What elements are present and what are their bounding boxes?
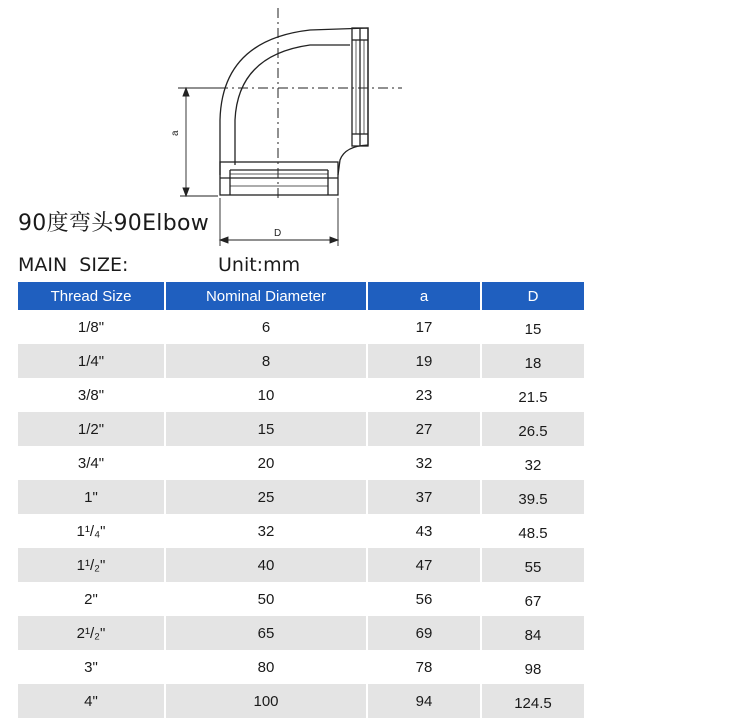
table-row: [18, 310, 584, 344]
table-row: [18, 480, 584, 514]
cell-d: 98: [481, 650, 584, 684]
cell-d: 15: [481, 310, 584, 344]
cell-d: 26.5: [481, 412, 584, 446]
cell-thread-size: 1/2": [18, 412, 165, 446]
main-size-label: MAIN SIZE:: [18, 254, 129, 276]
cell-nominal-diameter: 65: [165, 616, 367, 650]
cell-thread-size: 1¹/₄": [18, 514, 165, 548]
table-row: [18, 582, 584, 616]
spec-table: [18, 282, 584, 718]
table-row: [18, 378, 584, 412]
product-caption: 90度弯头90Elbow: [18, 211, 210, 236]
cell-a: 78: [367, 650, 481, 684]
cell-nominal-diameter: 15: [165, 412, 367, 446]
cell-nominal-diameter: 25: [165, 480, 367, 514]
unit-label: Unit:mm: [218, 254, 301, 276]
header-nominal-diameter: Nominal Diameter: [165, 282, 367, 310]
cell-d: 18: [481, 344, 584, 378]
header-d: D: [481, 282, 584, 310]
cell-thread-size: 1/4": [18, 344, 165, 378]
cell-nominal-diameter: 80: [165, 650, 367, 684]
cell-thread-size: 3": [18, 650, 165, 684]
cell-nominal-diameter: 32: [165, 514, 367, 548]
size-row: [18, 254, 301, 276]
cell-nominal-diameter: 40: [165, 548, 367, 582]
cell-d: 48.5: [481, 514, 584, 548]
dim-d-label: D: [274, 228, 282, 239]
cell-a: 32: [367, 446, 481, 480]
table-row: [18, 412, 584, 446]
cell-thread-size: 2": [18, 582, 165, 616]
cell-a: 56: [367, 582, 481, 616]
table-header-row: [18, 282, 584, 310]
cell-nominal-diameter: 20: [165, 446, 367, 480]
cell-thread-size: 1": [18, 480, 165, 514]
cell-nominal-diameter: 8: [165, 344, 367, 378]
cell-a: 17: [367, 310, 481, 344]
cell-nominal-diameter: 50: [165, 582, 367, 616]
cell-a: 37: [367, 480, 481, 514]
cell-a: 43: [367, 514, 481, 548]
dim-a-label: a: [170, 130, 181, 136]
cell-a: 27: [367, 412, 481, 446]
cell-thread-size: 1¹/₂": [18, 548, 165, 582]
table-row: [18, 514, 584, 548]
cell-d: 84: [481, 616, 584, 650]
cell-d: 55: [481, 548, 584, 582]
cell-d: 32: [481, 446, 584, 480]
table-row: [18, 344, 584, 378]
cell-thread-size: 3/4": [18, 446, 165, 480]
cell-a: 19: [367, 344, 481, 378]
cell-d: 124.5: [481, 684, 584, 718]
table-row: [18, 616, 584, 650]
cell-thread-size: 3/8": [18, 378, 165, 412]
cell-d: 67: [481, 582, 584, 616]
header-thread-size: Thread Size: [18, 282, 165, 310]
table-row: [18, 548, 584, 582]
cell-thread-size: 2¹/₂": [18, 616, 165, 650]
cell-nominal-diameter: 10: [165, 378, 367, 412]
cell-d: 21.5: [481, 378, 584, 412]
header-a: a: [367, 282, 481, 310]
cell-a: 94: [367, 684, 481, 718]
cell-a: 69: [367, 616, 481, 650]
cell-nominal-diameter: 6: [165, 310, 367, 344]
table-row: [18, 650, 584, 684]
cell-d: 39.5: [481, 480, 584, 514]
table-row: [18, 684, 584, 718]
cell-thread-size: 1/8": [18, 310, 165, 344]
cell-a: 47: [367, 548, 481, 582]
cell-thread-size: 4": [18, 684, 165, 718]
table-row: [18, 446, 584, 480]
cell-nominal-diameter: 100: [165, 684, 367, 718]
cell-a: 23: [367, 378, 481, 412]
